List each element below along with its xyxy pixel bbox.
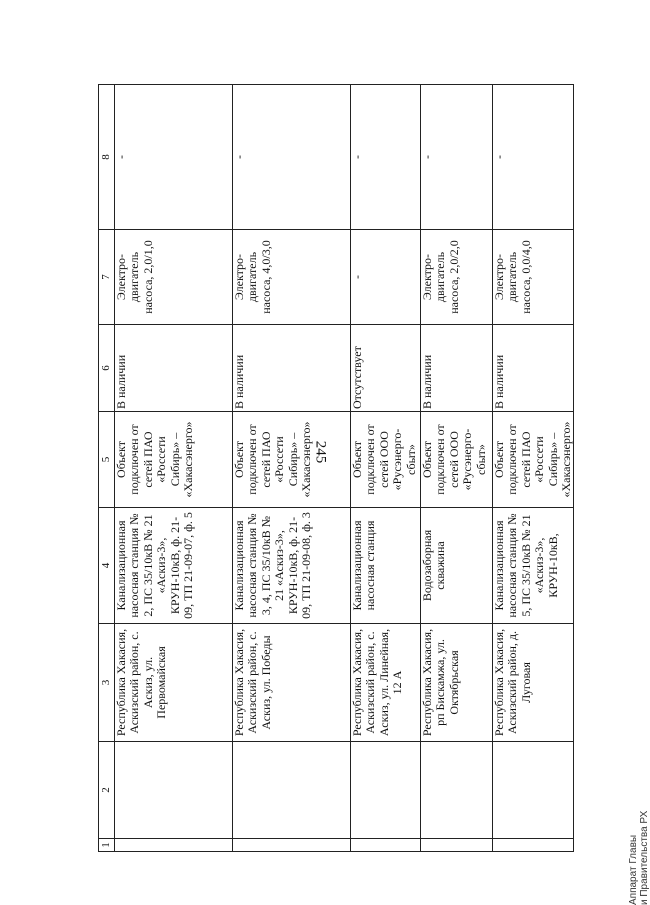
note-cell: - xyxy=(421,85,493,230)
power-cell: Электро-двигатель насоса, 2,0/1,0 xyxy=(115,230,233,325)
header-cell: 2 xyxy=(99,742,115,839)
availability-cell: Отсутствует xyxy=(351,325,421,412)
connection-cell: Объект подключен от сетей ПАО «Россети Сибирь» – «Хакасэнерго» xyxy=(493,412,574,508)
power-cell: Электро-двигатель насоса, 4,0/3,0 xyxy=(233,230,351,325)
rotated-table-container xyxy=(98,85,574,852)
power-cell: - xyxy=(351,230,421,325)
stamp-line: Аппарат Главы xyxy=(628,834,639,905)
header-cell: 7 xyxy=(99,230,115,325)
address-cell: Республика Хакасия, Аскизский район, с. Аскиз, ул. Линейная, 12 А xyxy=(351,624,421,742)
connection-cell: Объект подключен от сетей ПАО «Россети Сибирь» – «Хакасэнерго» xyxy=(115,412,233,508)
page-number: 245 xyxy=(312,440,329,464)
header-cell: 4 xyxy=(99,508,115,624)
row-number-cell xyxy=(421,839,493,852)
stamp-line: и Правительства РХ xyxy=(639,810,650,905)
connection-cell: Объект подключен от сетей ООО «Русэнерго-сбыт» xyxy=(421,412,493,508)
header-cell: 5 xyxy=(99,412,115,508)
table-row xyxy=(233,85,351,852)
header-cell: 1 xyxy=(99,839,115,852)
note-cell: - xyxy=(233,85,351,230)
note-cell: - xyxy=(351,85,421,230)
table-cell xyxy=(493,742,574,839)
header-cell: 8 xyxy=(99,85,115,230)
note-cell: - xyxy=(493,85,574,230)
object-cell: Канализационная насосная станция № 3, 4, ПС 35/10кВ № 21 «Аскиз-3», КРУН-10кВ, ф. 21-09, ТП 21-09-08, ф. 3 xyxy=(233,508,351,624)
table-header-row xyxy=(99,85,115,852)
address-cell: Республика Хакасия, Аскизский район, д. Луговая xyxy=(493,624,574,742)
row-number-cell xyxy=(115,839,233,852)
address-cell: Республика Хакасия, Аскизский район, с. Аскиз, ул. Победы xyxy=(233,624,351,742)
connection-cell: Объект подключен от сетей ООО «Русэнерго-сбыт» xyxy=(351,412,421,508)
header-cell: 6 xyxy=(99,325,115,412)
table-cell xyxy=(421,742,493,839)
registration-stamp xyxy=(628,811,650,905)
table-cell xyxy=(351,742,421,839)
table-row xyxy=(351,85,421,852)
availability-cell: В наличии xyxy=(421,325,493,412)
power-cell: Электро-двигатель насоса, 2,0/2,0 xyxy=(421,230,493,325)
object-cell: Водозаборная скважина xyxy=(421,508,493,624)
table-row xyxy=(421,85,493,852)
row-number-cell xyxy=(351,839,421,852)
connection-cell: Объект подключен от сетей ПАО «Россети Сибирь» – «Хакасэнерго» xyxy=(233,412,351,508)
table-row xyxy=(115,85,233,852)
address-cell: Республика Хакасия, Аскизский район, с. Аскиз, ул. Первомайская xyxy=(115,624,233,742)
table-cell xyxy=(233,742,351,839)
power-cell: Электро-двигатель насоса, 0,0/4,0 xyxy=(493,230,574,325)
availability-cell: В наличии xyxy=(493,325,574,412)
note-cell: - xyxy=(115,85,233,230)
equipment-table xyxy=(98,84,574,852)
row-number-cell xyxy=(233,839,351,852)
row-number-cell xyxy=(493,839,574,852)
availability-cell: В наличии xyxy=(115,325,233,412)
table-cell xyxy=(115,742,233,839)
header-cell: 3 xyxy=(99,624,115,742)
object-cell: Канализационная насосная станция № 5, ПС 35/10кВ № 21 «Аскиз-3», КРУН-10кВ, xyxy=(493,508,574,624)
object-cell: Канализационная насосная станция xyxy=(351,508,421,624)
table-row xyxy=(493,85,574,852)
address-cell: Республика Хакасия, рп Бискамжа, ул. Октябрьская xyxy=(421,624,493,742)
availability-cell: В наличии xyxy=(233,325,351,412)
object-cell: Канализационная насосная станция № 2, ПС 35/10кВ № 21 «Аскиз-3», КРУН-10кВ, ф. 21-09, ТП 21-09-07, ф. 5 xyxy=(115,508,233,624)
